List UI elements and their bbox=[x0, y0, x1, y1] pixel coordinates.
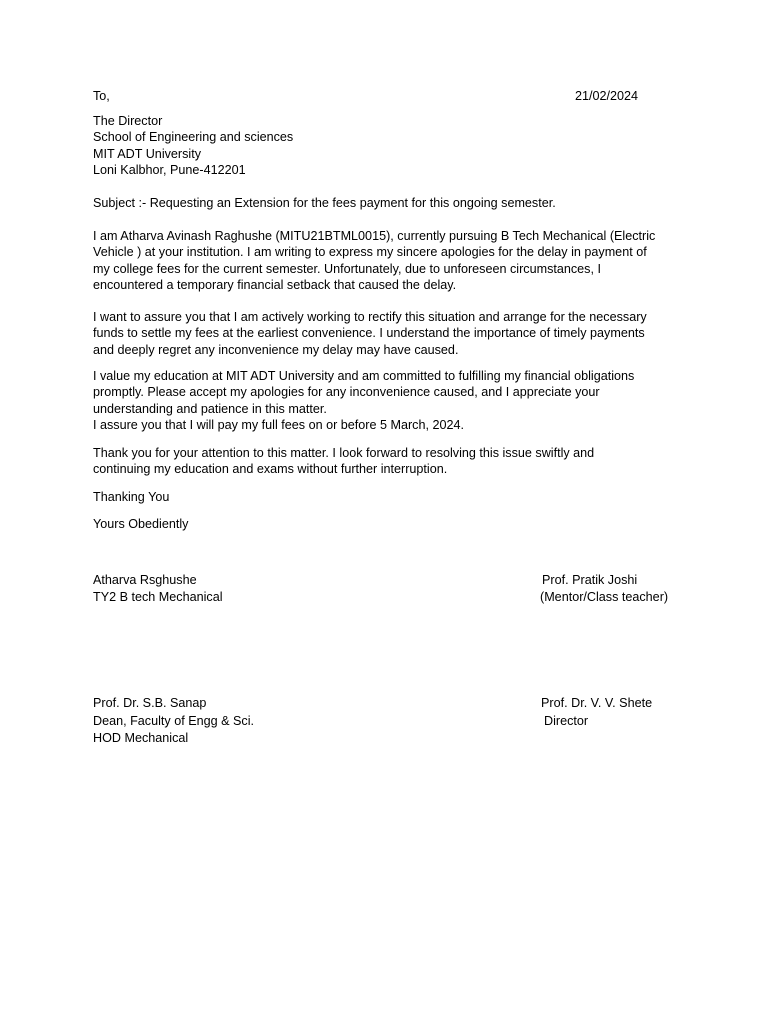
paragraph-line: encountered a temporary financial setback that caused the delay. bbox=[93, 277, 457, 292]
paragraph-line: understanding and patience in this matter. bbox=[93, 401, 327, 416]
paragraph-3 bbox=[93, 368, 683, 433]
closing-line: Yours Obediently bbox=[93, 517, 189, 531]
director-name: Prof. Dr. V. V. Shete bbox=[541, 696, 653, 710]
paragraph-line: promptly. Please accept my apologies for any inconvenience caused, and I appreciate your bbox=[93, 385, 600, 400]
dean-name: Prof. Dr. S.B. Sanap bbox=[93, 696, 207, 710]
paragraph-line: Thank you for your attention to this matter. I look forward to resolving this issue swiftly and bbox=[93, 446, 595, 460]
recipient-line: School of Engineering and sciences bbox=[93, 130, 294, 145]
paragraph-line: Vehicle ) at your institution. I am writing to express my sincere apologies for the delay in payment of bbox=[93, 245, 647, 260]
mentor-name: Prof. Pratik Joshi bbox=[542, 573, 638, 587]
director-role: Director bbox=[544, 714, 589, 728]
subject-line: Subject :- Requesting an Extension for the fees payment for this ongoing semester. bbox=[93, 196, 556, 210]
recipient-line: MIT ADT University bbox=[93, 146, 201, 161]
student-name: Atharva Rsghushe bbox=[93, 573, 197, 587]
paragraph-line: continuing my education and exams without further interruption. bbox=[93, 462, 448, 477]
paragraph-line: I assure you that I will pay my full fees on or before 5 March, 2024. bbox=[93, 417, 464, 432]
letter-date: 21/02/2024 bbox=[575, 89, 639, 103]
paragraph-line: I want to assure you that I am actively working to rectify this situation and arrange for the necessary bbox=[93, 310, 647, 324]
student-class: TY2 B tech Mechanical bbox=[93, 590, 223, 604]
thanking-line: Thanking You bbox=[93, 490, 170, 504]
paragraph-line: funds to settle my fees at the earliest convenience. I understand the importance of timely payments bbox=[93, 326, 645, 341]
paragraph-line: and deeply regret any inconvenience my delay may have caused. bbox=[93, 342, 459, 357]
paragraph-2 bbox=[93, 309, 683, 358]
paragraph-line: I am Atharva Avinash Raghushe (MITU21BTML0015), currently pursuing B Tech Mechanical (Electric bbox=[93, 229, 656, 243]
paragraph-4 bbox=[93, 445, 683, 478]
mentor-role: (Mentor/Class teacher) bbox=[540, 590, 669, 604]
recipient-line: The Director bbox=[93, 114, 163, 128]
paragraph-line: I value my education at MIT ADT University and am committed to fulfilling my financial obligations bbox=[93, 369, 635, 383]
dean-role: Dean, Faculty of Engg & Sci. bbox=[93, 714, 255, 728]
salutation: To, bbox=[93, 89, 110, 103]
paragraph-line: my college fees for the current semester. Unfortunately, due to unforeseen circumstances, I bbox=[93, 261, 601, 276]
hod-role: HOD Mechanical bbox=[93, 731, 189, 745]
recipient-address bbox=[93, 113, 683, 178]
recipient-line: Loni Kalbhor, Pune-412201 bbox=[93, 162, 246, 177]
paragraph-1 bbox=[93, 228, 683, 293]
